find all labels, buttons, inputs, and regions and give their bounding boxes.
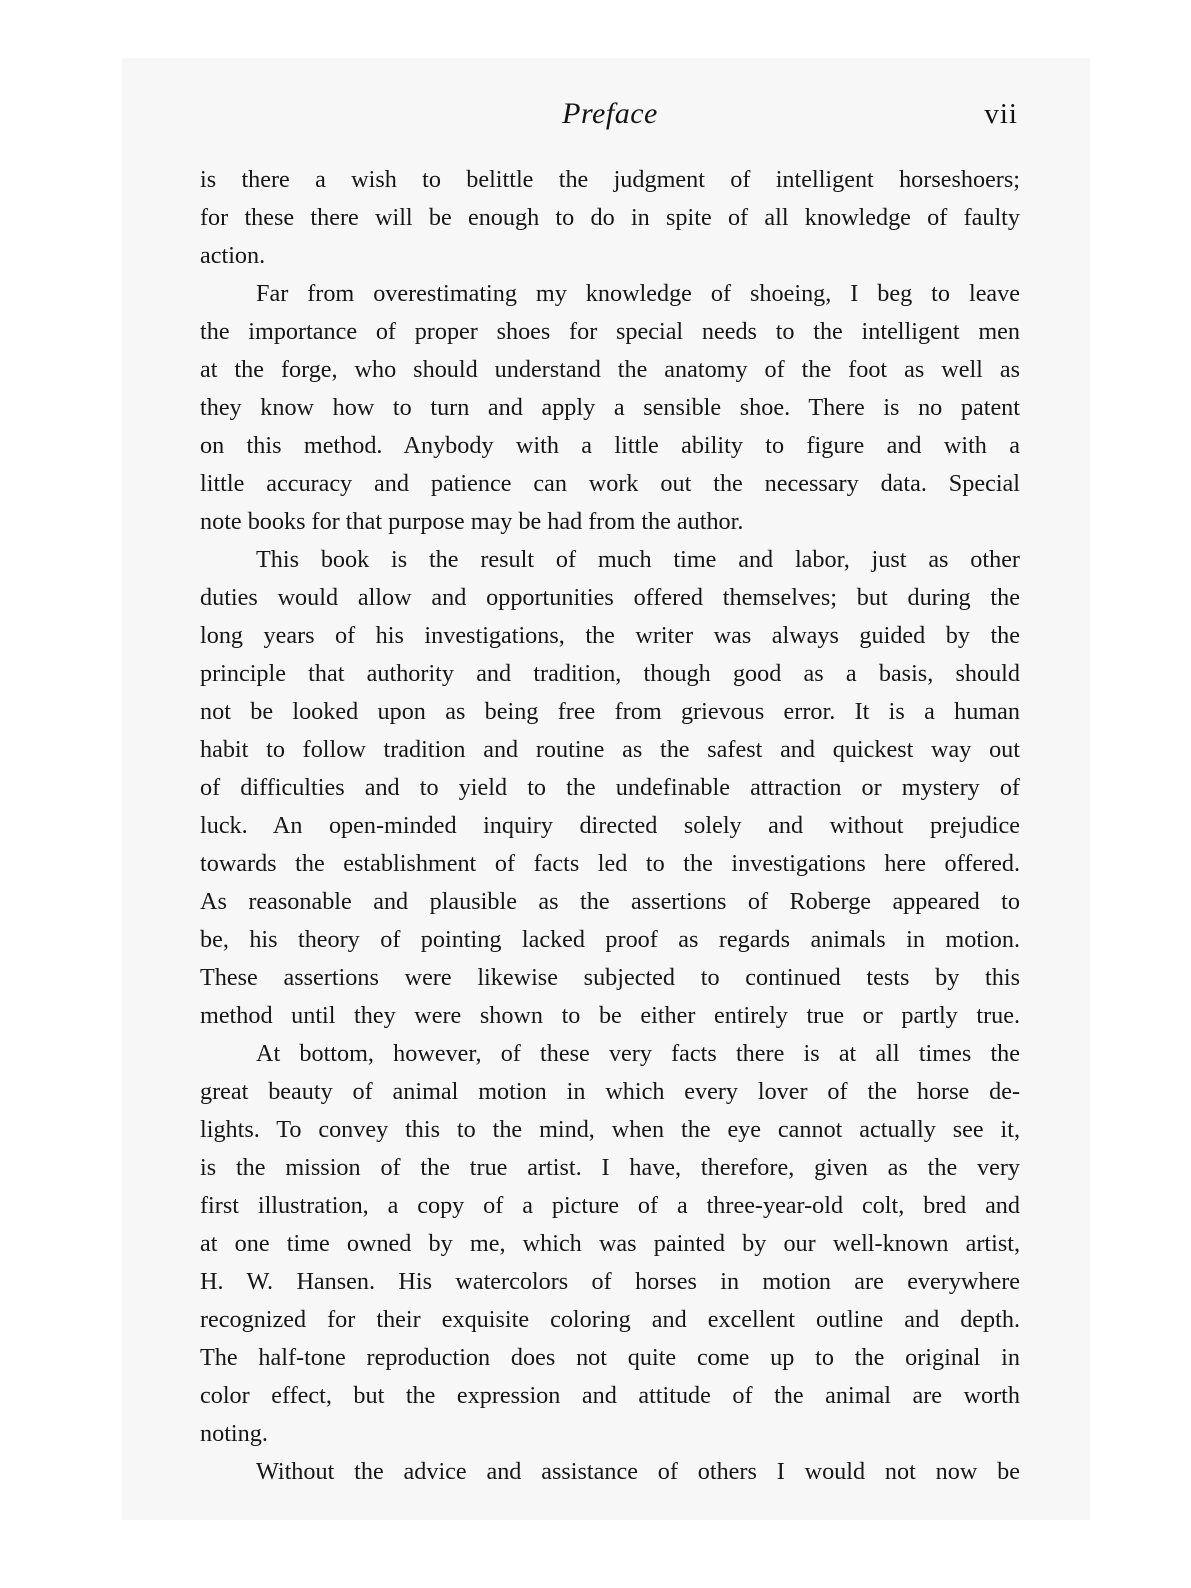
text-line: method until they were shown to be either entirely true or partly true. [200,1002,1020,1029]
text-line: long years of his investigations, the writer was always guided by the [200,622,1020,649]
text-line: Without the advice and assistance of others I would not now be [256,1458,1020,1485]
text-line: As reasonable and plausible as the assertions of Roberge appeared to [200,888,1020,915]
text-line: This book is the result of much time and labor, just as other [256,546,1020,573]
text-line: note books for that purpose may be had from the author. [200,508,744,535]
text-line: first illustration, a copy of a picture of a three-year-old colt, bred and [200,1192,1020,1219]
text-line: recognized for their exquisite coloring and excellent outline and depth. [200,1306,1020,1333]
text-line: luck. An open-minded inquiry directed solely and without prejudice [200,812,1020,839]
text-line: is the mission of the true artist. I have, therefore, given as the very [200,1154,1020,1181]
text-line: great beauty of animal motion in which every lover of the horse de- [200,1078,1020,1105]
text-line: be, his theory of pointing lacked proof as regards animals in motion. [200,926,1020,953]
text-line: The half-tone reproduction does not quite come up to the original in [200,1344,1020,1371]
text-line: towards the establishment of facts led to the investigations here offered. [200,850,1020,877]
text-line: color effect, but the expression and attitude of the animal are worth [200,1382,1020,1409]
text-line: on this method. Anybody with a little ability to figure and with a [200,432,1020,459]
text-line: H. W. Hansen. His watercolors of horses in motion are everywhere [200,1268,1020,1295]
text-line: the importance of proper shoes for special needs to the intelligent men [200,318,1020,345]
body-text [200,161,1020,1491]
text-line: noting. [200,1420,268,1447]
page-number: vii [984,98,1018,130]
running-title: Preface [562,97,658,130]
text-line: duties would allow and opportunities offered themselves; but during the [200,584,1020,611]
text-line: habit to follow tradition and routine as the safest and quickest way out [200,736,1020,763]
text-line: lights. To convey this to the mind, when the eye cannot actually see it, [200,1116,1020,1143]
text-line: principle that authority and tradition, though good as a basis, should [200,660,1020,687]
text-line: not be looked upon as being free from grievous error. It is a human [200,698,1020,725]
text-line: action. [200,242,266,269]
text-line: At bottom, however, of these very facts there is at all times the [256,1040,1020,1067]
text-line: for these there will be enough to do in spite of all knowledge of faulty [200,204,1020,231]
text-line: at one time owned by me, which was painted by our well-known artist, [200,1230,1020,1257]
text-line: These assertions were likewise subjected to continued tests by this [200,964,1020,991]
running-header [200,92,1020,136]
text-line: they know how to turn and apply a sensible shoe. There is no patent [200,394,1020,421]
text-line: is there a wish to belittle the judgment of intelligent horseshoers; [200,166,1020,193]
text-line: of difficulties and to yield to the undefinable attraction or mystery of [200,774,1020,801]
text-line: Far from overestimating my knowledge of shoeing, I beg to leave [256,280,1020,307]
text-line: little accuracy and patience can work out the necessary data. Special [200,470,1020,497]
text-line: at the forge, who should understand the anatomy of the foot as well as [200,356,1020,383]
